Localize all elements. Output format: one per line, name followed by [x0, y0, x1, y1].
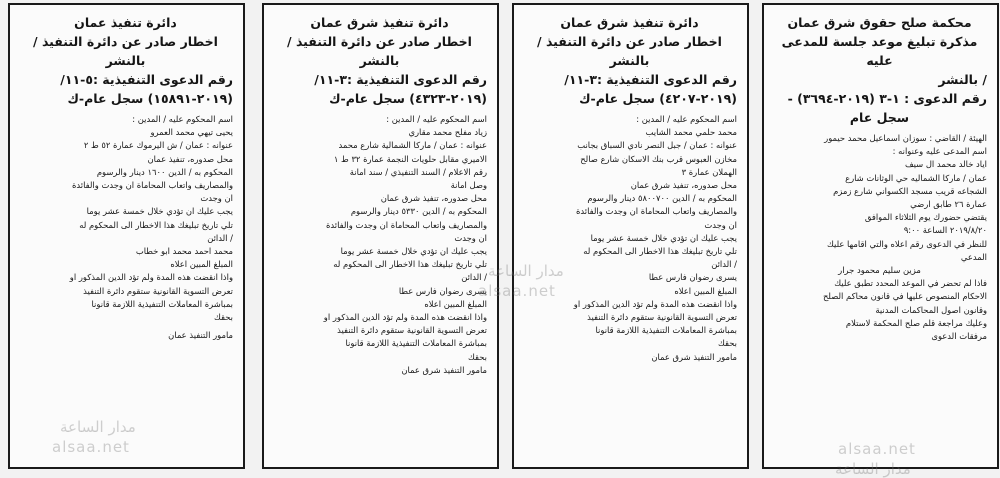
notice-line: مزين سليم محمود جرار: [838, 265, 921, 276]
notice-line: رقم الاعلام / السند التنفيذي / سند امانة: [349, 166, 487, 177]
notice-line: يسرى رضوان فارس عطا: [648, 272, 737, 283]
notice-line: مرفقات الدعوى: [931, 331, 987, 342]
notice-line: / الدائن: [461, 272, 487, 283]
notice-line: محمد احمد محمد ابو خطاب: [135, 246, 233, 257]
case-number: رقم الدعوى التنفيذية :٣-١١/: [564, 72, 737, 87]
case-register: سجل عام: [849, 110, 910, 125]
watermark-text: alsaa.net: [52, 438, 130, 456]
notice-line: يقتضي حضورك يوم الثلاثاء الموافق: [864, 212, 987, 223]
notice-line: المبلغ المبين اعلاه: [674, 285, 737, 296]
notice-line: اسم المدعى عليه وعنوانه :: [892, 146, 987, 157]
notice-line: وعليك مراجعة قلم صلح المحكمة لاستلام: [845, 317, 987, 328]
notice-line: الهملان عمارة ٣: [681, 166, 737, 177]
notice-line: فاذا لم تحضر في الموعد المحدد تطبق عليك: [834, 278, 987, 289]
notice-line: ان وجدت: [454, 232, 487, 243]
notice-line: عمان / ماركا الشماليه حي الوثانات شارع: [845, 172, 987, 183]
notice-line: بحقك: [467, 351, 487, 362]
notice-line: تلي تاريخ تبليغك هذا الاخطار الى المحكوم له: [79, 219, 233, 230]
case-register: (٢٠١٩-٤٣٢٣) سجل عام-ك: [329, 91, 487, 106]
notice-line: اسم المحكوم عليه / المدين :: [636, 114, 737, 124]
notice-line: وصل امانة: [450, 180, 487, 191]
notice-line: والمصاريف واتعاب المحاماة ان وجدت والفائدة: [325, 219, 487, 230]
case-number: رقم الدعوى التنفيذية :٥-١١/: [60, 72, 233, 87]
notice-line: والمصاريف واتعاب المحاماة ان وجدت والفائدة: [575, 206, 737, 217]
notice-line: المحكوم به / الدين ٥٨٠٠٧٠٠ دينار والرسوم: [587, 193, 737, 204]
notice-line: يجب عليك ان تؤدي خلال خمسة عشر يوما: [86, 206, 233, 217]
notice-line: المبلغ المبين اعلاه: [170, 259, 233, 270]
notice-header-line: اخطار صادر عن دائرة التنفيذ / بالنشر: [537, 34, 722, 68]
notice-line: بمباشرة المعاملات التنفيذية اللازمة قانونا: [595, 325, 737, 336]
notice-line: بمباشرة المعاملات التنفيذية اللازمة قانونا: [345, 338, 487, 349]
notice-line: تعرض التسوية القانونية ستقوم دائرة التنفيذ: [337, 325, 487, 336]
notice-line: مامور التنفيذ شرق عمان: [651, 351, 737, 362]
notice-line: عمارة ٢٦ طابق ارضي: [910, 199, 987, 210]
notice-header-line: اخطار صادر عن دائرة التنفيذ / بالنشر: [287, 34, 472, 68]
notice-line: والمصاريف واتعاب المحاماة ان وجدت والفائدة: [71, 180, 233, 191]
notice-line: يجب عليك ان تؤدي خلال خمسة عشر يوما: [340, 246, 487, 257]
notice-line: ان وجدت: [200, 193, 233, 204]
notice-line: محل صدوره، تنفيذ شرق عمان: [380, 193, 487, 204]
notice-header-line: اخطار صادر عن دائرة التنفيذ / بالنشر: [33, 34, 218, 68]
case-register: (٢٠١٩-١٥٨٩١) سجل عام-ك: [67, 91, 233, 106]
notice-line: تلي تاريخ تبليغك هذا الاخطار الى المحكوم له: [583, 246, 737, 257]
notice-line: تعرض التسوية القانونية ستقوم دائرة التنفيذ: [587, 312, 737, 323]
notice-line: يجب عليك ان تؤدي خلال خمسة عشر يوما: [590, 232, 737, 243]
notice-line: وقانون اصول المحاكمات المدنية: [875, 304, 987, 315]
notice-line: للنظر في الدعوى رقم اعلاه والتي اقامها عليك: [826, 238, 987, 249]
notice-line: تلي تاريخ تبليغك هذا الاخطار الى المحكوم له: [333, 259, 487, 270]
notice-line: واذا انقضت هذه المدة ولم تؤد الدين المذكور او: [69, 272, 233, 283]
notice-execution-15891: [8, 3, 245, 469]
notice-line: واذا انقضت هذه المدة ولم تؤد الدين المذكور او: [323, 312, 487, 323]
notice-line: بحقك: [213, 312, 233, 323]
notice-line: المدعي: [960, 251, 987, 262]
notice-line: يحيى تيهي محمد العمرو: [150, 127, 233, 138]
notice-line: اسم المحكوم عليه / المدين :: [386, 114, 487, 124]
notice-line: المحكوم به / الدين ١٦٠٠ دينار والرسوم: [96, 166, 233, 177]
notice-line: محل صدوره، تنفيذ عمان: [147, 153, 233, 164]
watermark-text: مدار الساعة: [488, 262, 564, 280]
watermark-text: alsaa.net: [838, 440, 916, 458]
notice-line: محل صدوره، تنفيذ شرق عمان: [630, 180, 737, 191]
notice-line: ٢٠١٩/٨/٢٠ الساعة ٩:٠٠: [903, 225, 987, 236]
notice-line: المبلغ المبين اعلاه: [424, 298, 487, 309]
notice-header-line: / بالنشر: [938, 72, 987, 87]
notice-line: الهيئة / القاضي : سوزان اسماعيل محمد حيمور: [824, 133, 987, 143]
notice-line: بمباشرة المعاملات التنفيذية اللازمة قانونا: [91, 298, 233, 309]
notice-line: عنوانه : عمان / جبل النصر نادي السباق بجانب: [577, 140, 737, 151]
notice-execution-4207: [512, 3, 749, 469]
notice-line: واذا انقضت هذه المدة ولم تؤد الدين المذكور او: [573, 298, 737, 309]
notice-header-line: محكمة صلح حقوق شرق عمان: [787, 15, 972, 30]
notice-line: اياد خالد محمد ال سيف: [904, 159, 987, 170]
notice-header-line: دائرة تنفيذ عمان: [74, 15, 177, 30]
notice-line: ان وجدت: [704, 219, 737, 230]
watermark-text: alsaa.net: [478, 282, 556, 300]
notice-line: مخازن العبوس قرب بنك الاسكان شارع صالح: [580, 153, 737, 164]
notice-line: الشجاعه قريب مسجد الكسواني شارع زمزم: [833, 185, 987, 196]
notice-line: تعرض التسوية القانونية ستقوم دائرة التنفيذ: [83, 285, 233, 296]
notice-line: زياد مفلح محمد مقاري: [408, 127, 487, 138]
notice-line: / الدائن: [711, 259, 737, 270]
notice-line: بحقك: [717, 338, 737, 349]
notice-line: مامور التنفيذ عمان: [168, 330, 233, 341]
case-register: (٢٠١٩-٤٢٠٧) سجل عام-ك: [579, 91, 737, 106]
case-number: رقم الدعوى : ١-٣ (٢٠١٩-٣٦٩٤) -: [787, 91, 987, 106]
notice-line: / الدائن: [207, 232, 233, 243]
notice-execution-4323: [262, 3, 499, 469]
notice-line: مامور التنفيذ شرق عمان: [401, 364, 487, 375]
watermark-text: مدار الساعة: [60, 418, 136, 436]
notice-line: اسم المحكوم عليه / المدين :: [132, 114, 233, 124]
notice-line: الاميري مقابل حلويات النجمة عمارة ٣٢ ط ١: [333, 153, 487, 164]
notice-line: محمد حلمي محمد الشايب: [645, 127, 737, 138]
notice-line: يسرى رضوان فارس عطا: [398, 285, 487, 296]
notice-header-line: مذكرة تبليغ موعد جلسة للمدعى عليه: [781, 34, 978, 68]
notice-header-line: دائرة تنفيذ شرق عمان: [560, 15, 699, 30]
notice-line: الاحكام المنصوص عليها في قانون محاكم الصلح: [823, 291, 987, 302]
notice-line: المحكوم به / الدين ٥٣٣٠ دينار والرسوم: [350, 206, 487, 217]
notice-line: عنوانه : عمان / ماركا الشمالية شارع محمد: [338, 140, 487, 151]
case-number: رقم الدعوى التنفيذية :٣-١١/: [314, 72, 487, 87]
notice-court-summons: [762, 3, 999, 469]
notice-header-line: دائرة تنفيذ شرق عمان: [310, 15, 449, 30]
notice-line: عنوانه : عمان / ش اليرموك عمارة ٥٢ ط ٢: [83, 140, 233, 151]
watermark-text: مدار الساعة: [835, 460, 911, 478]
